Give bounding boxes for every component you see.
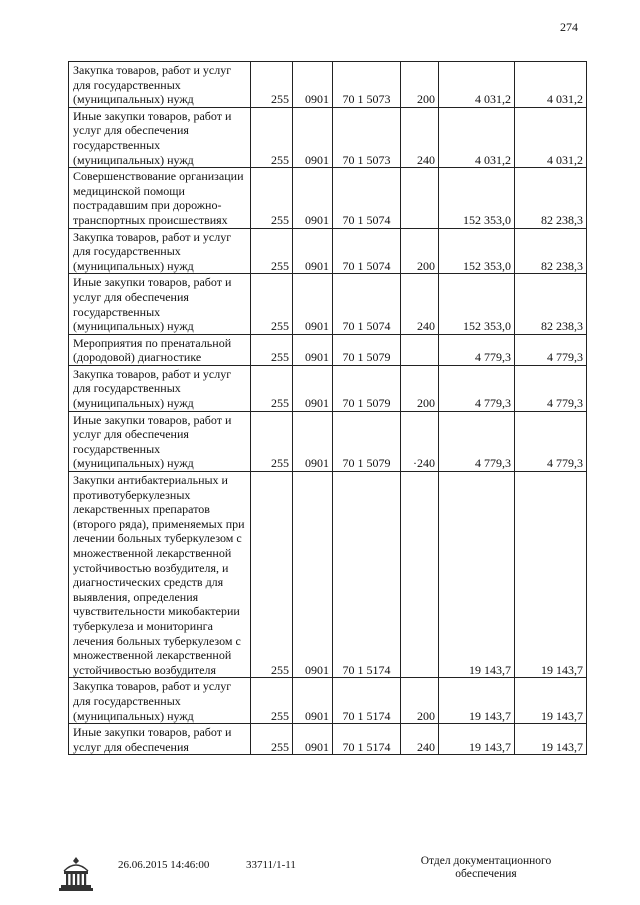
cell-expense-type xyxy=(401,168,439,228)
cell-expense-type: 200 xyxy=(401,678,439,724)
cell-name: Закупки антибактериальных и противотуберкулезных лекарственных препаратов (второго ряда), применяемых при лечении больных туберкулезом с множественной лекарственной устойчивостью возбудителя, и диагностических средств для выявления, определения чувствительности микобактерии туберкулеза и мониторинга лечения больных туберкулезом с множественной лекарственной устойчивостью возбудителя xyxy=(69,472,251,678)
budget-table xyxy=(68,61,587,755)
table-row xyxy=(69,724,587,755)
cell-amount-plan: 152 353,0 xyxy=(439,168,515,228)
cell-expense-type: 240 xyxy=(401,724,439,755)
cell-expense-type: 240 xyxy=(401,274,439,334)
cell-target-article: 70 1 5174 xyxy=(333,724,401,755)
cell-name: Иные закупки товаров, работ и услуг для обеспечения государственных (муниципальных) нужд xyxy=(69,274,251,334)
cell-amount-plan: 4 031,2 xyxy=(439,62,515,108)
cell-section: 0901 xyxy=(293,274,333,334)
cell-name: Закупка товаров, работ и услуг для государственных (муниципальных) нужд xyxy=(69,365,251,411)
cell-amount-approved: 19 143,7 xyxy=(515,678,587,724)
cell-ministry: 255 xyxy=(251,724,293,755)
cell-section: 0901 xyxy=(293,472,333,678)
table-row xyxy=(69,472,587,678)
cell-amount-plan: 19 143,7 xyxy=(439,472,515,678)
page-footer xyxy=(0,855,640,895)
cell-amount-plan: 19 143,7 xyxy=(439,724,515,755)
cell-amount-plan: 4 779,3 xyxy=(439,411,515,471)
cell-amount-plan: 152 353,0 xyxy=(439,228,515,274)
cell-amount-plan: 4 779,3 xyxy=(439,334,515,365)
cell-target-article: 70 1 5074 xyxy=(333,228,401,274)
cell-amount-approved: 82 238,3 xyxy=(515,274,587,334)
cell-name: Закупка товаров, работ и услуг для государственных (муниципальных) нужд xyxy=(69,678,251,724)
cell-amount-plan: 19 143,7 xyxy=(439,678,515,724)
cell-target-article: 70 1 5174 xyxy=(333,678,401,724)
cell-target-article: 70 1 5174 xyxy=(333,472,401,678)
cell-target-article: 70 1 5079 xyxy=(333,334,401,365)
footer-doc-id: 33711/1-11 xyxy=(246,859,296,871)
cell-section: 0901 xyxy=(293,411,333,471)
table-row xyxy=(69,411,587,471)
cell-ministry: 255 xyxy=(251,411,293,471)
cell-amount-plan: 152 353,0 xyxy=(439,274,515,334)
table-row xyxy=(69,678,587,724)
cell-name: Мероприятия по пренатальной (дородовой) диагностике xyxy=(69,334,251,365)
cell-expense-type: 240 xyxy=(401,107,439,167)
table-row xyxy=(69,274,587,334)
footer-datetime: 26.06.2015 14:46:00 xyxy=(118,859,210,871)
cell-amount-approved: 4 779,3 xyxy=(515,365,587,411)
state-seal-icon xyxy=(56,855,96,893)
cell-section: 0901 xyxy=(293,334,333,365)
cell-target-article: 70 1 5073 xyxy=(333,62,401,108)
cell-ministry: 255 xyxy=(251,334,293,365)
table-row xyxy=(69,365,587,411)
cell-name: Иные закупки товаров, работ и услуг для обеспечения государственных (муниципальных) нужд xyxy=(69,411,251,471)
cell-expense-type: 200 xyxy=(401,365,439,411)
cell-amount-approved: 82 238,3 xyxy=(515,168,587,228)
cell-amount-plan: 4 779,3 xyxy=(439,365,515,411)
cell-section: 0901 xyxy=(293,107,333,167)
footer-department: Отдел документационного обеспечения xyxy=(420,855,552,880)
cell-amount-approved: 4 031,2 xyxy=(515,107,587,167)
cell-section: 0901 xyxy=(293,724,333,755)
cell-section: 0901 xyxy=(293,365,333,411)
cell-ministry: 255 xyxy=(251,228,293,274)
cell-name: Иные закупки товаров, работ и услуг для обеспечения государственных (муниципальных) нужд xyxy=(69,107,251,167)
cell-expense-type xyxy=(401,472,439,678)
cell-ministry: 255 xyxy=(251,365,293,411)
cell-target-article: 70 1 5079 xyxy=(333,411,401,471)
cell-amount-approved: 4 779,3 xyxy=(515,411,587,471)
cell-ministry: 255 xyxy=(251,107,293,167)
table-row xyxy=(69,62,587,108)
cell-target-article: 70 1 5074 xyxy=(333,168,401,228)
cell-expense-type: ·240 xyxy=(401,411,439,471)
cell-expense-type: 200 xyxy=(401,228,439,274)
cell-target-article: 70 1 5079 xyxy=(333,365,401,411)
table-row xyxy=(69,168,587,228)
cell-name: Закупка товаров, работ и услуг для государственных (муниципальных) нужд xyxy=(69,228,251,274)
cell-ministry: 255 xyxy=(251,472,293,678)
cell-target-article: 70 1 5073 xyxy=(333,107,401,167)
cell-expense-type xyxy=(401,334,439,365)
cell-amount-plan: 4 031,2 xyxy=(439,107,515,167)
cell-amount-approved: 19 143,7 xyxy=(515,724,587,755)
cell-name: Совершенствование организации медицинской помощи пострадавшим при дорожно-транспортных происшествиях xyxy=(69,168,251,228)
table-row xyxy=(69,228,587,274)
cell-amount-approved: 19 143,7 xyxy=(515,472,587,678)
cell-expense-type: 200 xyxy=(401,62,439,108)
cell-ministry: 255 xyxy=(251,62,293,108)
cell-amount-approved: 82 238,3 xyxy=(515,228,587,274)
cell-amount-approved: 4 779,3 xyxy=(515,334,587,365)
cell-ministry: 255 xyxy=(251,678,293,724)
cell-ministry: 255 xyxy=(251,168,293,228)
cell-name: Иные закупки товаров, работ и услуг для обеспечения xyxy=(69,724,251,755)
cell-section: 0901 xyxy=(293,62,333,108)
cell-ministry: 255 xyxy=(251,274,293,334)
table-row xyxy=(69,107,587,167)
page-number: 274 xyxy=(560,20,578,34)
cell-target-article: 70 1 5074 xyxy=(333,274,401,334)
table-row xyxy=(69,334,587,365)
cell-section: 0901 xyxy=(293,228,333,274)
cell-section: 0901 xyxy=(293,168,333,228)
cell-name: Закупка товаров, работ и услуг для государственных (муниципальных) нужд xyxy=(69,62,251,108)
cell-section: 0901 xyxy=(293,678,333,724)
cell-amount-approved: 4 031,2 xyxy=(515,62,587,108)
